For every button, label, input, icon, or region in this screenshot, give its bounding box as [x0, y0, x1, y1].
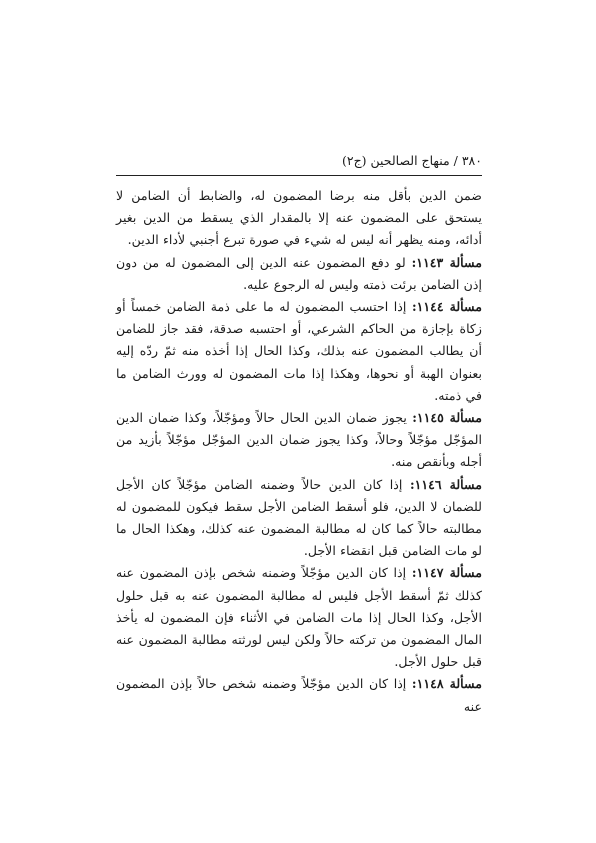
body-text [116, 185, 482, 718]
header-separator: / [453, 153, 458, 168]
issue-label: مسألة ١١٤٤: [411, 299, 482, 315]
issue-1146 [116, 474, 482, 563]
issue-label: مسألة ١١٤٧: [411, 565, 482, 581]
issue-label: مسألة ١١٤٥: [412, 410, 482, 426]
issue-text: إذا كان الدين مؤجّلاً وضمنه شخص بإذن المضمون عنه كذلك ثمّ أسقط الأجل فليس له مطالبة المضمون عنه به قبل حلول الأجل، وكذا الحال إذا مات الضامن في الأثناء فإن المضمون له يأخذ المال المضمون من تركته حالاً ولكن ليس لورثته مطالبة المضمون عنه قبل حلول الأجل. [116, 565, 482, 670]
issue-text: لو دفع المضمون عنه الدين إلى المضمون له من دون إذن الضامن برئت ذمته وليس له الرجوع عليه. [116, 254, 482, 292]
issue-1148 [116, 673, 482, 717]
issue-1147 [116, 562, 482, 673]
issue-text: إذا كان الدين مؤجّلاً وضمنه شخص حالاً بإذن المضمون عنه [116, 676, 482, 714]
page-number: ٣٨٠ [461, 153, 482, 168]
book-title: منهاج الصالحين (ج٢) [341, 153, 450, 168]
paragraph-text: ضمن الدين بأقل منه برضا المضمون له، والضابط أن الضامن لا يستحق على المضمون عنه إلا بالمقدار الذي يسقط من الدين بغير أدائه، ومنه يظهر أنه ليس له شيء في صورة تبرع أجنبي لأداء الدين. [116, 188, 482, 248]
header-divider [116, 175, 482, 176]
issue-text: يجوز ضمان الدين الحال حالاً ومؤجّلاً، وكذا ضمان الدين المؤجّل مؤجّلاً وحالاً، وكذا يجوز ضمان الدين المؤجّل مؤجّلاً بأزيد من أجله وبأنقص منه. [116, 410, 482, 470]
issue-text: إذا احتسب المضمون له ما على ذمة الضامن خمساً أو زكاة بإجازة من الحاكم الشرعي، أو احتسبه صدقة، فقد جاز للضامن أن يطالب المضمون عنه بذلك، وكذا الحال إذا أخذه منه ثمّ ردّه إليه بعنوان الهبة أو نحوها، وهكذا إذا مات المضمون له وورث الضامن ما في ذمته. [116, 299, 482, 403]
issue-1143 [116, 252, 482, 296]
issue-text: إذا كان الدين حالاً وضمنه الضامن مؤجّلاً كان الأجل للضمان لا الدين، فلو أسقط الضامن الأجل سقط فيكون للمضمون له مطالبته حالاً كما كان له مطالبة المضمون عنه كذلك، وهكذا الحال ما لو مات الضامن قبل انقضاء الأجل. [116, 476, 482, 559]
paragraph-continuation [116, 185, 482, 252]
running-header [116, 151, 482, 171]
issue-label: مسألة ١١٤٨: [411, 676, 483, 692]
issue-1144 [116, 296, 482, 407]
issue-label: مسألة ١١٤٦: [409, 476, 482, 492]
issue-label: مسألة ١١٤٣: [411, 254, 482, 270]
issue-1145 [116, 407, 482, 474]
